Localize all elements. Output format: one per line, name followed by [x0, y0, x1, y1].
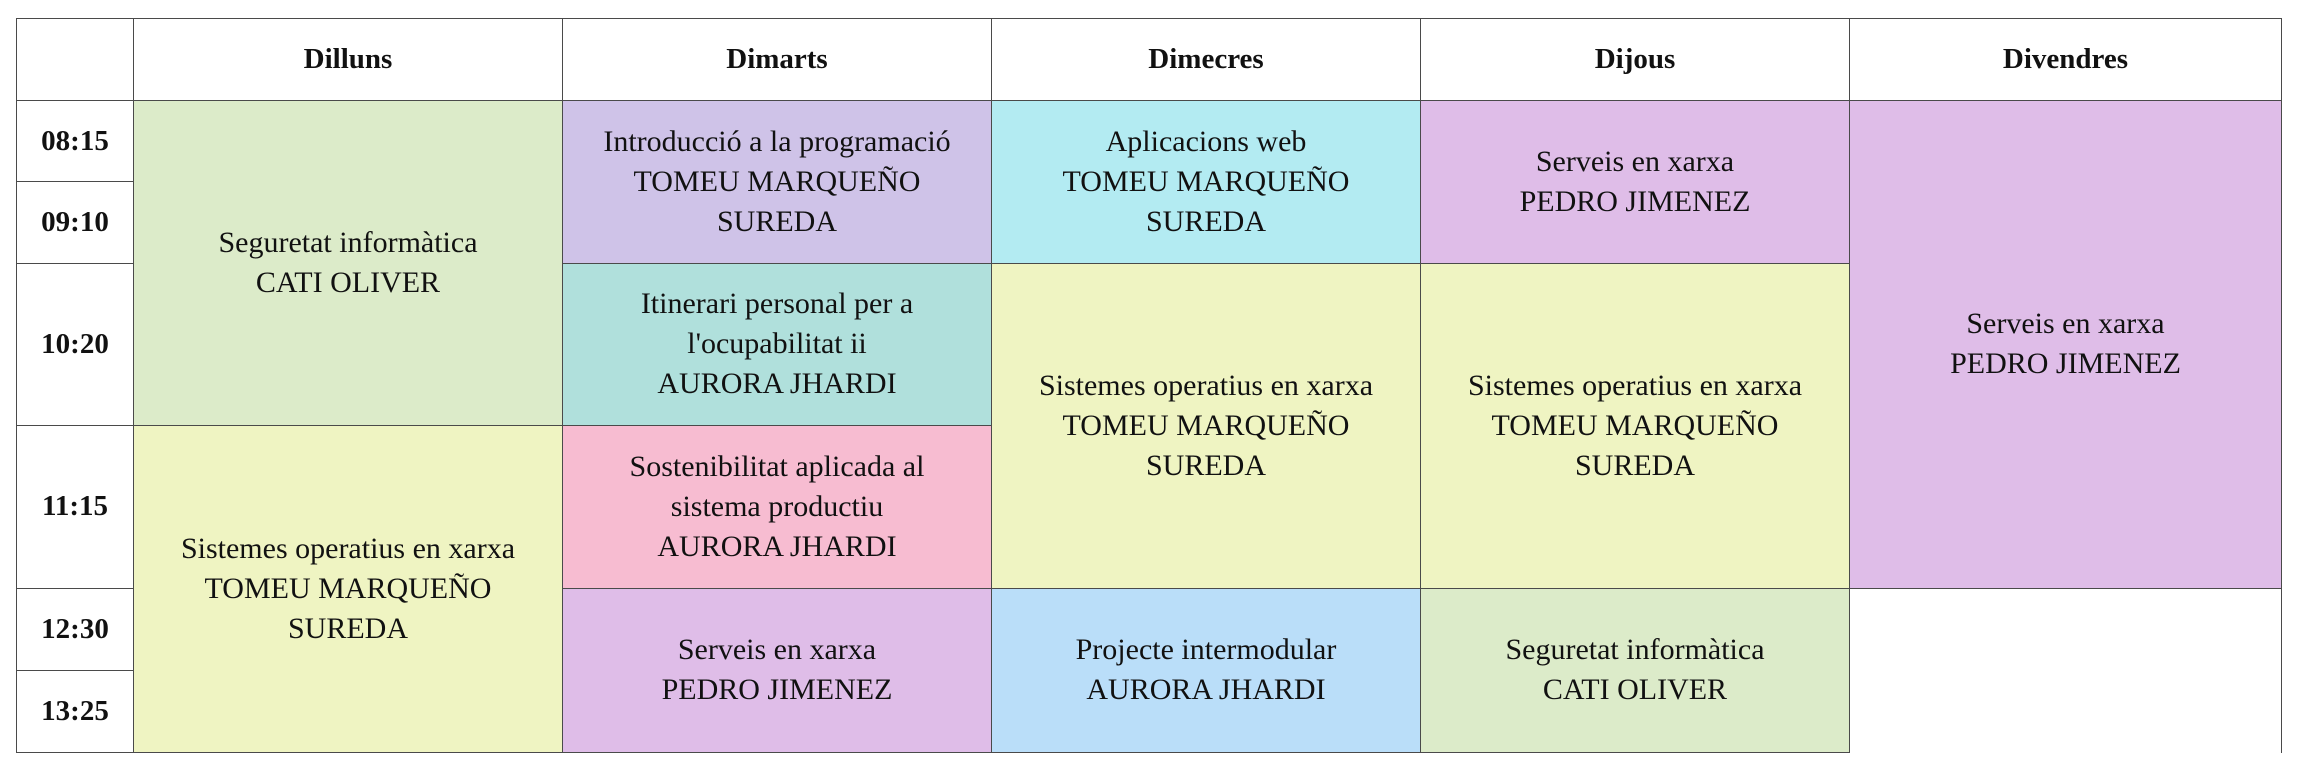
weekly-timetable [16, 18, 2282, 753]
time-slot-0815: 08:15 [17, 101, 134, 182]
corner-cell [17, 19, 134, 101]
class-subject: Serveis en xarxa [677, 633, 877, 667]
header-row [17, 19, 2282, 101]
day-header-dimecres: Dimecres [992, 19, 1421, 101]
time-slot-0910: 09:10 [17, 182, 134, 263]
class-block [992, 588, 1421, 752]
day-header-dimarts: Dimarts [563, 19, 992, 101]
class-subject: Seguretat informàtica [218, 226, 478, 260]
class-teacher: PEDRO JIMENEZ [661, 673, 893, 707]
class-subject: Sistemes operatius en xarxa [180, 532, 516, 566]
class-subject: Serveis en xarxa [1966, 307, 2165, 341]
class-block [1421, 263, 1850, 588]
class-block [1850, 101, 2282, 588]
class-subject: Sistemes operatius en xarxa [1467, 368, 1803, 402]
class-subject: Projecte intermodular [1075, 633, 1337, 667]
class-teacher: PEDRO JIMENEZ [1519, 184, 1751, 218]
class-subject: Itinerari personal per a [640, 287, 914, 321]
class-teacher: SUREDA [1145, 204, 1266, 238]
class-teacher: TOMEU MARQUEÑO [1062, 408, 1350, 442]
class-block [1421, 101, 1850, 263]
class-block [992, 263, 1421, 588]
class-block [1421, 588, 1850, 752]
class-subject: l'ocupabilitat ii [687, 327, 867, 361]
time-slot-1115: 11:15 [17, 426, 134, 588]
class-subject: Seguretat informàtica [1505, 633, 1765, 667]
class-teacher: SUREDA [1574, 448, 1695, 482]
class-teacher: TOMEU MARQUEÑO [1491, 408, 1779, 442]
class-subject: Aplicacions web [1105, 124, 1307, 158]
class-subject: Sostenibilitat aplicada al [629, 449, 925, 483]
class-block [134, 426, 563, 753]
timetable-row [17, 101, 2282, 182]
class-teacher: AURORA JHARDI [1086, 673, 1326, 707]
time-slot-1020: 10:20 [17, 263, 134, 425]
day-header-divendres: Divendres [1850, 19, 2282, 101]
day-header-dijous: Dijous [1421, 19, 1850, 101]
class-block [134, 101, 563, 426]
class-teacher: TOMEU MARQUEÑO [204, 572, 492, 606]
class-teacher: TOMEU MARQUEÑO [1062, 164, 1350, 198]
class-teacher: PEDRO JIMENEZ [1950, 347, 2181, 381]
class-teacher: CATI OLIVER [255, 266, 441, 300]
class-block [563, 426, 992, 588]
class-block [563, 588, 992, 752]
class-teacher: TOMEU MARQUEÑO [633, 164, 921, 198]
class-block [563, 263, 992, 425]
time-slot-1230: 12:30 [17, 588, 134, 670]
class-teacher: SUREDA [287, 612, 408, 646]
class-teacher: AURORA JHARDI [657, 367, 897, 401]
day-header-dilluns: Dilluns [134, 19, 563, 101]
class-block [992, 101, 1421, 263]
class-teacher: CATI OLIVER [1542, 673, 1728, 707]
time-slot-1325: 13:25 [17, 670, 134, 752]
class-subject: Sistemes operatius en xarxa [1038, 368, 1374, 402]
class-teacher: SUREDA [716, 204, 837, 238]
class-subject: Introducció a la programació [603, 124, 951, 158]
class-block [563, 101, 992, 263]
class-teacher: SUREDA [1145, 448, 1266, 482]
class-teacher: AURORA JHARDI [657, 529, 897, 563]
class-subject: Serveis en xarxa [1535, 144, 1735, 178]
class-subject: sistema productiu [670, 489, 884, 523]
